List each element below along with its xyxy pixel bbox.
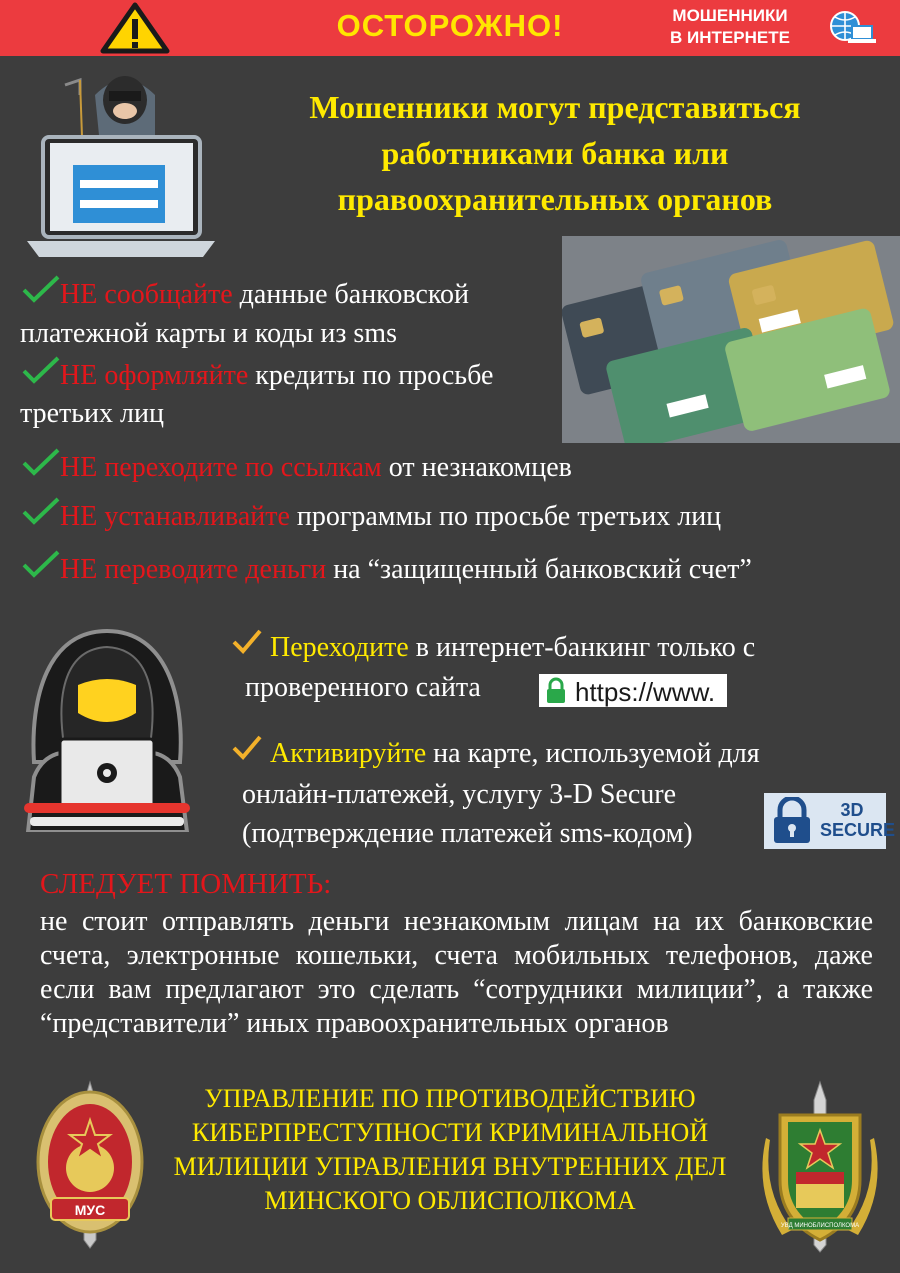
- agency-line-1: УПРАВЛЕНИЕ ПО ПРОТИВОДЕЙСТВИЮ: [204, 1084, 696, 1113]
- do-item-1-action: Переходите: [270, 632, 409, 663]
- green-check-icon: [20, 448, 60, 484]
- green-check-icon: [20, 275, 60, 311]
- bank-cards-photo: [562, 236, 900, 443]
- headline-line-3: правоохранительных органов: [337, 181, 773, 217]
- agency-line-3: МИЛИЦИИ УПРАВЛЕНИЯ ВНУТРЕННИХ ДЕЛ: [173, 1152, 727, 1181]
- do-item-2-continuation-2: (подтверждение платежей sms-кодом): [242, 818, 693, 849]
- dont-item-1-warning: НЕ сообщайте: [60, 279, 233, 310]
- padlock-icon: [770, 797, 814, 845]
- headline-line-2: работниками банка или: [381, 135, 729, 171]
- dont-item-1-continuation: платежной карты и коды из sms: [20, 318, 397, 349]
- dont-item-5: [20, 550, 752, 586]
- police-emblem-left: [33, 1080, 148, 1250]
- dont-item-2: [20, 356, 493, 392]
- agency-name: [150, 1082, 750, 1218]
- 3d-secure-line-2: SECURE: [820, 820, 896, 840]
- dont-item-2-continuation: третьих лиц: [20, 398, 164, 429]
- dont-item-3: [20, 448, 572, 484]
- remember-title: СЛЕДУЕТ ПОМНИТЬ:: [40, 868, 332, 900]
- dont-item-3-text: от незнакомцев: [381, 452, 572, 483]
- right-emblem-text: УВД МИНОБЛИСПОЛКОМА: [780, 1223, 860, 1229]
- headline-line-1: Мошенники могут представиться: [309, 89, 801, 125]
- left-emblem-text: МУС: [74, 1202, 106, 1218]
- 3d-secure-label: [820, 800, 896, 840]
- yellow-check-icon: [230, 734, 270, 770]
- do-item-1: [230, 628, 755, 664]
- do-item-1-text: в интернет-банкинг только с: [408, 632, 756, 663]
- topic-line-1: МОШЕННИКИ: [672, 6, 788, 25]
- dont-item-4-warning: НЕ устанавливайте: [60, 501, 290, 532]
- dont-item-2-warning: НЕ оформляйте: [60, 360, 249, 391]
- lock-icon: [545, 677, 567, 705]
- green-check-icon: [20, 497, 60, 533]
- hacker-laptop-illustration: [25, 55, 215, 265]
- green-check-icon: [20, 356, 60, 392]
- https-address-text: https://www.: [575, 677, 716, 707]
- topic-label: [640, 5, 820, 49]
- dont-item-4-text: программы по просьбе третьих лиц: [289, 501, 722, 532]
- globe-laptop-icon: [828, 8, 876, 48]
- yellow-check-icon: [230, 628, 270, 664]
- do-item-2-text: на карте, используемой для: [426, 738, 760, 769]
- warning-title: ОСТОРОЖНО!: [336, 8, 564, 43]
- headline: [265, 84, 845, 222]
- do-item-2-action: Активируйте: [270, 738, 427, 769]
- dont-item-4: [20, 497, 721, 533]
- do-item-2: [230, 734, 760, 770]
- dont-item-3-warning: НЕ переходите по ссылкам: [60, 452, 382, 483]
- 3d-secure-line-1: 3D: [840, 800, 864, 820]
- topic-line-2: В ИНТЕРНЕТЕ: [670, 28, 790, 47]
- dont-item-5-text: на “защищенный банковский счет”: [326, 554, 752, 585]
- agency-line-2: КИБЕРПРЕСТУПНОСТИ КРИМИНАЛЬНОЙ: [191, 1118, 709, 1147]
- do-item-1-continuation: проверенного сайта: [245, 672, 481, 703]
- dont-item-1: [20, 275, 469, 311]
- police-emblem-right: [762, 1080, 882, 1255]
- hooded-hacker-illustration: [20, 627, 195, 832]
- green-check-icon: [20, 550, 60, 586]
- agency-line-4: МИНСКОГО ОБЛИСПОЛКОМА: [264, 1186, 636, 1215]
- dont-item-2-text: кредиты по просьбе: [248, 360, 494, 391]
- dont-item-1-text: данные банковской: [232, 279, 470, 310]
- remember-body: не стоит отправлять деньги незнакомым лицам на их банковские счета, электронные кошельки, счета мобильных телефонов, даже если вам предлагают это сделать “сотрудники милиции”, а также “представители” иных правоохранительных органов: [40, 906, 873, 1039]
- warning-triangle-icon: [100, 2, 170, 54]
- do-item-2-continuation: онлайн-платежей, услугу 3-D Secure: [242, 779, 676, 810]
- dont-item-5-warning: НЕ переводите деньги: [60, 554, 327, 585]
